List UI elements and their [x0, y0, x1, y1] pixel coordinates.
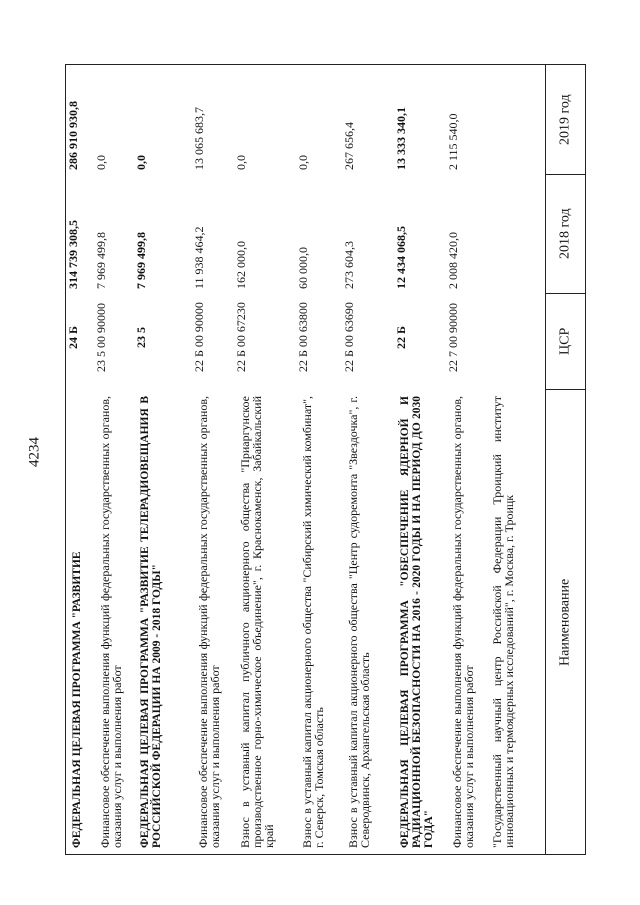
row-2019 [487, 65, 545, 174]
row-2019: 0,0 [234, 155, 248, 170]
header-2019: 2019 год [557, 94, 573, 145]
row-name: "Государственный научный центр Российской Федерации Троицкий институт инновационных и термоядерных исследований", г. Москва, г. Троицк [490, 396, 516, 848]
row-code [487, 293, 545, 390]
table-row [135, 65, 193, 854]
row-2018: 11 938 464,2 [192, 226, 206, 289]
row-name: Взнос в уставный капитал публичного акционерного общества "Приаргунское производственное горно-химическое объединение", г. Краснокаменск, Забайкальский край [238, 396, 276, 848]
row-2018: 7 969 499,8 [134, 232, 148, 289]
row-2019: 0,0 [296, 155, 310, 170]
row-name: ФЕДЕРАЛЬНАЯ ЦЕЛЕВАЯ ПРОГРАММА "ОБЕСПЕЧЕНИЕ ЯДЕРНОЙ И РАДИАЦИОННОЙ БЕЗОПАСНОСТИ НА 2016 - 2020 ГОДЫ И НА ПЕРИОД ДО 2030 ГОДА" [399, 396, 435, 848]
row-code: 22 Б [394, 326, 408, 349]
table-row [235, 65, 297, 854]
table-row [297, 65, 343, 854]
row-code: 22 7 00 90000 [446, 303, 460, 372]
row-code: 24 Б [66, 326, 80, 349]
table-row [395, 65, 447, 854]
table-header [545, 65, 586, 854]
row-2019: 267 656,4 [342, 122, 356, 170]
row-name: ФЕДЕРАЛЬНАЯ ЦЕЛЕВАЯ ПРОГРАММА "РАЗВИТИЕ ТЕЛЕРАДИОВЕЩАНИЯ В РОССИЙСКОЙ ФЕДЕРАЦИИ НА 2009 - 2018 ГОДЫ" [139, 396, 163, 848]
table-row [67, 65, 95, 854]
row-name: Взнос в уставный капитал акционерного общества "Центр судоремонта "Звездочка", г. Северодвинск, Архангельская область [346, 396, 372, 848]
row-2018: 12 434 068,5 [394, 226, 408, 289]
row-code: 22 Б 00 63800 [296, 302, 310, 373]
header-code: ЦСР [546, 293, 585, 390]
row-2018: 162 000,0 [234, 241, 248, 289]
row-code: 23 5 [134, 327, 148, 348]
table-row [95, 65, 135, 854]
row-2018: 273 604,3 [342, 241, 356, 289]
row-2019: 13 065 683,7 [192, 107, 206, 170]
row-code: 22 Б 00 90000 [192, 302, 206, 373]
row-name: Финансовое обеспечение выполнения функций федеральных государственных органов, оказания услуг и выполнения работ [98, 396, 124, 848]
table-row [343, 65, 395, 854]
header-name: Наименование [557, 578, 573, 666]
row-2019: 13 333 340,1 [394, 107, 408, 170]
row-name: Финансовое обеспечение выполнения функций федеральных государственных органов, оказания услуг и выполнения работ [196, 396, 222, 848]
budget-table [65, 64, 586, 855]
table-row [193, 65, 235, 854]
row-2018: 7 969 499,8 [94, 232, 108, 289]
table-row [447, 65, 487, 854]
row-2019: 0,0 [94, 155, 108, 170]
table-row [487, 65, 545, 854]
row-2018: 2 008 420,0 [446, 232, 460, 289]
row-code: 22 Б 00 67230 [234, 302, 248, 373]
header-2018: 2018 год [546, 174, 585, 293]
row-2019: 2 115 540,0 [446, 113, 460, 170]
row-2019: 286 910 930,8 [66, 101, 80, 170]
row-2018 [487, 174, 545, 293]
row-2018: 60 000,0 [296, 247, 310, 289]
row-name: Финансовое обеспечение выполнения функций федеральных государственных органов, оказания услуг и выполнения работ [450, 396, 476, 848]
row-code: 23 5 00 90000 [94, 303, 108, 372]
row-name: ФЕДЕРАЛЬНАЯ ЦЕЛЕВАЯ ПРОГРАММА "РАЗВИТИЕ [71, 551, 83, 848]
row-2019: 0,0 [134, 155, 148, 170]
row-code: 22 Б 00 63690 [342, 302, 356, 373]
row-name: Взнос в уставный капитал акционерного общества "Сибирский химический комбинат", г. Северск, Томская область [300, 396, 326, 848]
row-2018: 314 739 308,5 [66, 220, 80, 289]
page-number: 4234 [26, 437, 43, 467]
